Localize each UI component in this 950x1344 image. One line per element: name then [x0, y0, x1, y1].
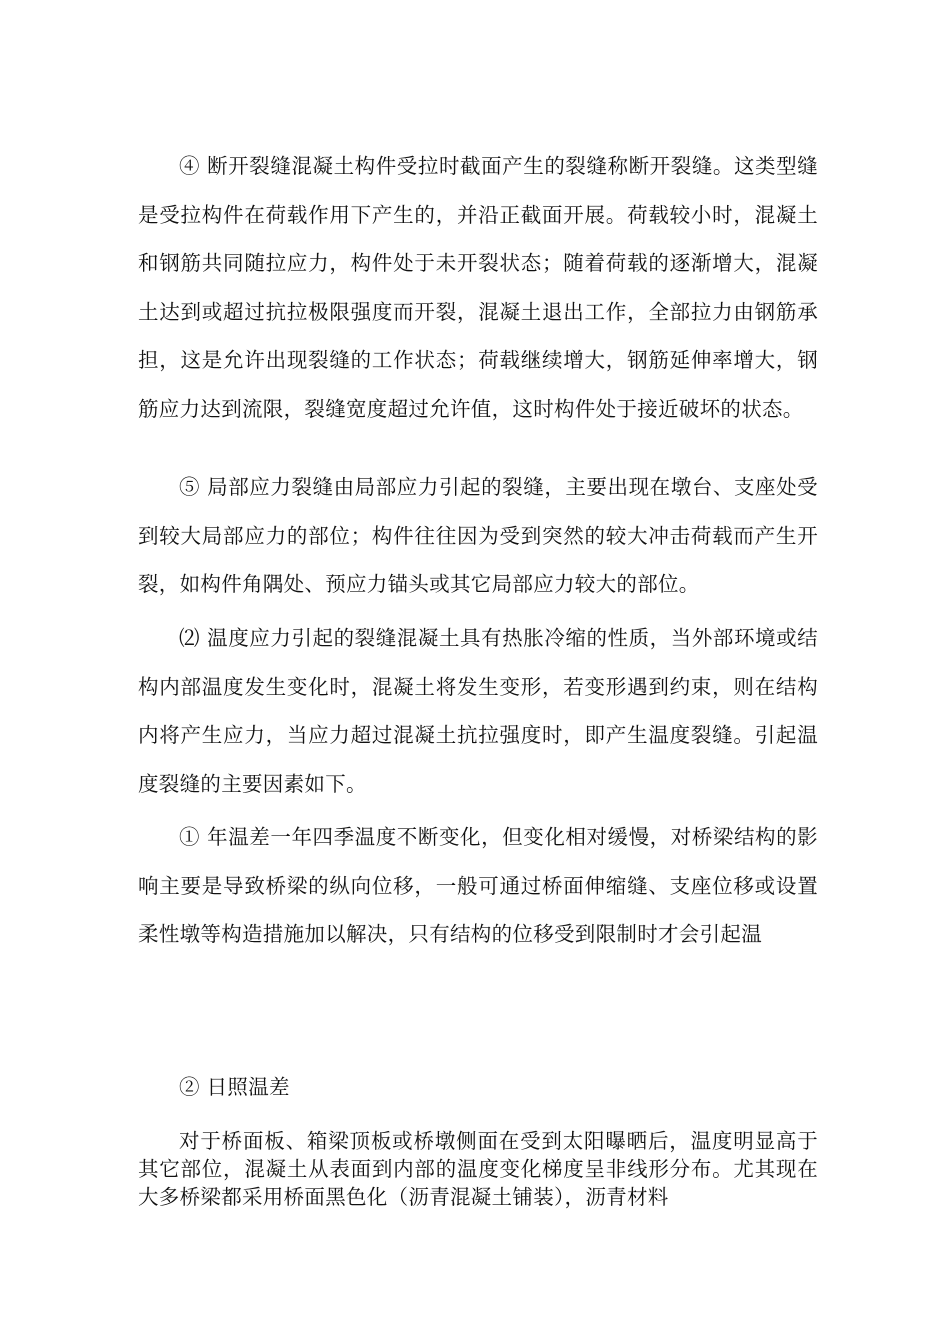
paragraph-open-cracks: ④ 断开裂缝混凝土构件受拉时截面产生的裂缝称断开裂缝。这类型缝是受拉构件在荷载作用下产生的，并沿正截面开展。荷载较小时，混凝土和钢筋共同随拉应力，构件处于未开裂状态；随着荷载的逐渐增大，混凝土达到或超过抗拉极限强度而开裂，混凝土退出工作，全部拉力由钢筋承担，这是允许出现裂缝的工作状态；荷载继续增大，钢筋延伸率增大，钢筋应力达到流限，裂缝宽度超过允许值，这时构件处于接近破坏的状态。 — [138, 154, 818, 421]
paragraph-local-stress-cracks: ⑤ 局部应力裂缝由局部应力引起的裂缝，主要出现在墩台、支座处受到较大局部应力的部位；构件往往因为受到突然的较大冲击荷载而产生开裂，如构件角隅处、预应力锚头或其它局部应力较大的部位。 — [138, 475, 818, 596]
paragraph-solar-temperature-difference: 对于桥面板、箱梁顶板或桥墩侧面在受到太阳曝晒后，温度明显高于其它部位，混凝土从表面到内部的温度变化梯度呈非线形分布。尤其现在大多桥梁都采用桥面黑色化（沥青混凝土铺装），沥青材料 — [138, 1129, 818, 1209]
section-heading-solar-temperature-difference: ② 日照温差 — [179, 1075, 290, 1099]
paragraph-annual-temperature-difference: ① 年温差一年四季温度不断变化，但变化相对缓慢，对桥梁结构的影响主要是导致桥梁的纵向位移，一般可通过桥面伸缩缝、支座位移或设置柔性墩等构造措施加以解决，只有结构的位移受到限制时才会引起温 — [138, 825, 818, 946]
paragraph-temperature-stress-cracks: ⑵ 温度应力引起的裂缝混凝土具有热胀冷缩的性质，当外部环境或结构内部温度发生变化时，混凝土将发生变形，若变形遇到约束，则在结构内将产生应力，当应力超过混凝土抗拉强度时，即产生温度裂缝。引起温度裂缝的主要因素如下。 — [138, 626, 818, 796]
